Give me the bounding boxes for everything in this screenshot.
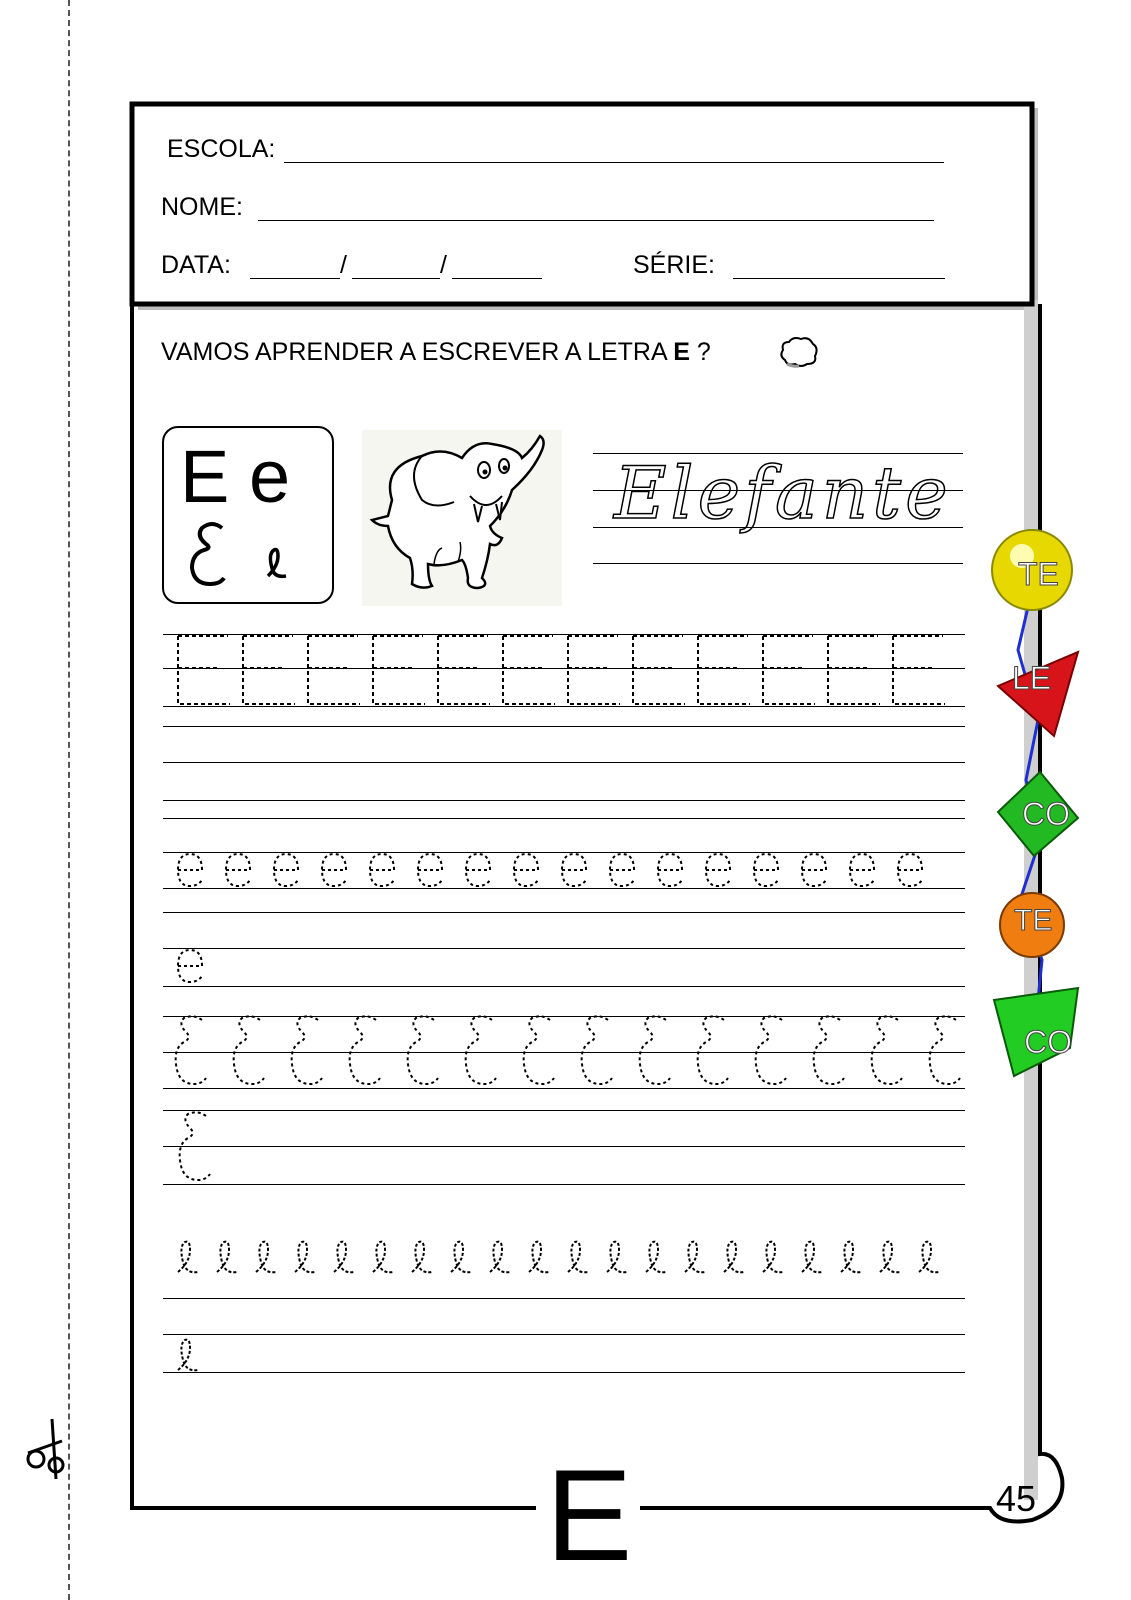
serie-label: SÉRIE: [633, 251, 715, 279]
writing-line [163, 1146, 965, 1147]
writing-line [163, 912, 965, 913]
cursive-word: Elefante [614, 451, 952, 535]
dotted-cursive-lowercase-e-row [176, 1238, 976, 1278]
thought-bubble-icon [777, 334, 821, 370]
word-guide-line [593, 563, 963, 564]
writing-line [163, 1372, 965, 1373]
data-label: DATA: [161, 251, 231, 279]
escola-label: ESCOLA: [167, 135, 276, 163]
dotted-cursive-uppercase-e-row [172, 1012, 972, 1092]
writing-line [163, 818, 965, 819]
dotted-lowercase-e-row [176, 850, 966, 892]
date-year-field[interactable] [452, 278, 542, 279]
escola-field[interactable] [284, 162, 944, 163]
lowercase-print-letter: e [249, 435, 291, 518]
uppercase-print-letter: E [180, 435, 230, 518]
syllable-label: CO [1022, 796, 1070, 832]
writing-line [163, 986, 965, 987]
writing-line [163, 1298, 965, 1299]
date-slash: / [440, 251, 447, 279]
syllable-label: TE [1014, 904, 1053, 937]
writing-line [163, 762, 965, 763]
date-month-field[interactable] [352, 278, 440, 279]
serie-field[interactable] [733, 278, 945, 279]
writing-line [163, 1110, 965, 1111]
instruction-text: VAMOS APRENDER A ESCREVER A LETRA E ? [161, 338, 711, 366]
nome-label: NOME: [161, 193, 243, 221]
dotted-print-letters-row [172, 632, 962, 708]
lowercase-cursive-letter [264, 546, 290, 582]
uppercase-cursive-letter [188, 520, 228, 588]
writing-line [163, 1184, 965, 1185]
writing-line [163, 800, 965, 801]
syllable-label: CO [1024, 1024, 1072, 1060]
writing-line [163, 726, 965, 727]
syllable-label: TE [1018, 556, 1059, 592]
footer-big-letter: E [545, 1442, 633, 1588]
nome-field[interactable] [258, 220, 934, 221]
elephant-illustration [362, 430, 562, 606]
writing-line [163, 1334, 965, 1335]
writing-line [163, 948, 965, 949]
date-day-field[interactable] [250, 278, 340, 279]
page-number: 45 [996, 1478, 1037, 1519]
dotted-lowercase-e [176, 946, 210, 988]
dotted-cursive-lowercase-e [176, 1336, 204, 1376]
instruction-letter: E [673, 338, 690, 366]
syllable-label: LE [1012, 660, 1052, 696]
dotted-cursive-uppercase-e [176, 1108, 216, 1188]
date-slash: / [340, 251, 347, 279]
